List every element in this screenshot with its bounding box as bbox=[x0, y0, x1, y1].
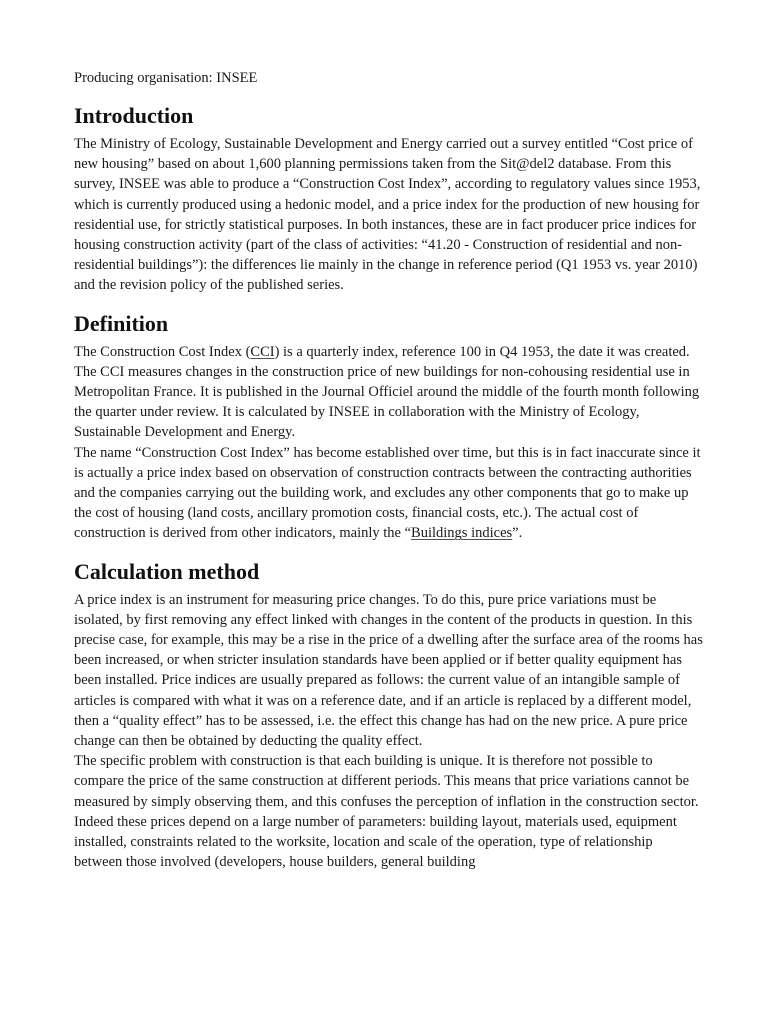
definition-text: ”. bbox=[512, 525, 523, 542]
calculation-section bbox=[74, 558, 704, 873]
definition-section bbox=[74, 310, 704, 544]
definition-text: ) is a quarterly index, reference 100 in Q4 1953, the date it was created. The CCI measures changes in the construction price of new buildings for non-cohousing residential use in Metropolitan France. It is published in the Journal Officiel around the middle of the fourth month following the quarter under review. It is calculated by INSEE in collaboration with the Ministry of Ecology, Sustainable Development and Energy. bbox=[74, 343, 700, 441]
cci-link[interactable]: CCI bbox=[250, 343, 275, 360]
producing-organisation: Producing organisation: INSEE bbox=[74, 70, 258, 86]
calculation-paragraph-1: A price index is an instrument for measuring price changes. To do this, pure price variations must be isolated, by first removing any effect linked with changes in the content of the products in question. In this precise case, for example, this may be a rise in the price of a dwelling after the surface area of the rooms has been increased, or when stricter insulation standards have been applied or if better quality equipment has been installed. Price indices are usually prepared as follows: the current value of an intangible sample of articles is compared with what it was on a reference date, and if an article is replaced by a different model, then a “quality effect” has to be assessed, i.e. the effect this change has had on the new price. A pure price change can then be obtained by deducting the quality effect. bbox=[74, 591, 703, 750]
definition-paragraph-2 bbox=[74, 443, 704, 544]
document-body bbox=[74, 68, 704, 887]
calculation-paragraph-2: The specific problem with construction is that each building is unique. It is therefore not possible to compare the price of the same construction at different periods. This means that price variations cannot be measured by simply observing them, and this confuses the perception of inflation in the construction sector. Indeed these prices depend on a large number of parameters: building layout, materials used, equipment installed, constraints related to the worksite, location and scale of the operation, type of relationship between those involved (developers, house builders, general building bbox=[74, 753, 699, 871]
introduction-paragraph: The Ministry of Ecology, Sustainable Development and Energy carried out a survey entitled “Cost price of new housing” based on about 1,600 planning permissions taken from the Sit@del2 database. From this survey, INSEE was able to produce a “Construction Cost Index”, according to regulatory values since 1953, which is currently produced using a hedonic model, and a price index for the production of new housing for residential use, for strictly statistical purposes. In both instances, these are in fact producer price indices for housing construction activity (part of the class of activities: “41.20 - Construction of residential and non-residential buildings”): the differences lie mainly in the change in reference period (Q1 1953 vs. year 2010) and the revision policy of the published series. bbox=[74, 136, 701, 294]
introduction-section bbox=[74, 102, 704, 296]
definition-heading: Definition bbox=[74, 310, 169, 336]
definition-text: The Construction Cost Index ( bbox=[74, 343, 251, 360]
definition-text: The name “Construction Cost Index” has become established over time, but this is in fact inaccurate since it is actually a price index based on observation of construction contracts between the contracting authorities and the companies carrying out the building work, and excludes any other components that go to make up the cost of housing (land costs, ancillary promotion costs, financial costs, etc.). The actual cost of construction is derived from other indicators, mainly the “ bbox=[74, 444, 701, 542]
definition-paragraph-1 bbox=[74, 342, 704, 443]
introduction-heading: Introduction bbox=[74, 103, 194, 128]
buildings-indices-link[interactable]: Buildings indices bbox=[411, 525, 513, 542]
calculation-heading: Calculation method bbox=[74, 558, 260, 584]
